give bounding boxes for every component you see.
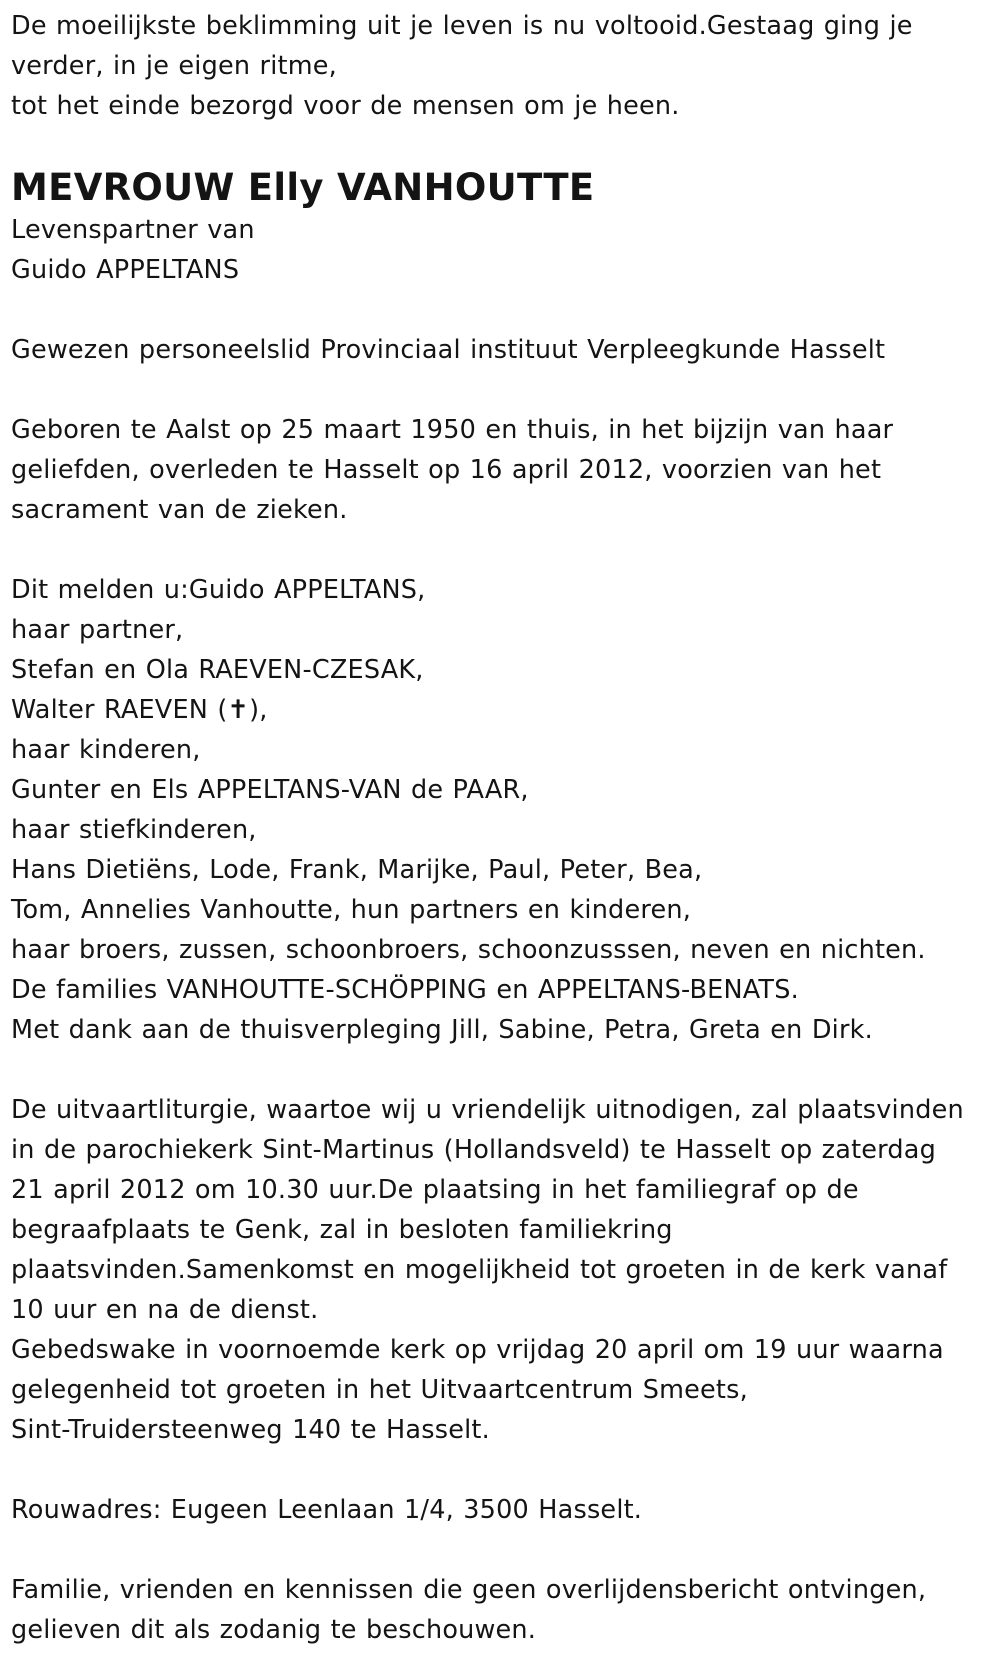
poem-section — [11, 6, 991, 126]
birth-death-section — [11, 410, 991, 530]
family-line: haar kinderen, — [11, 735, 201, 765]
family-line: haar partner, — [11, 615, 184, 645]
funeral-line: 10 uur en na de dienst. — [11, 1295, 319, 1325]
birth-death-line: sacrament van de zieken. — [11, 495, 348, 525]
funeral-line: Sint-Truidersteenweg 140 te Hasselt. — [11, 1415, 490, 1445]
funeral-line: plaatsvinden.Samenkomst en mogelijkheid tot groeten in de kerk vanaf — [11, 1255, 948, 1285]
family-line: Hans Dietiëns, Lode, Frank, Marijke, Paul, Peter, Bea, — [11, 855, 703, 885]
family-line-with-cross — [11, 690, 991, 730]
family-line: Tom, Annelies Vanhoutte, hun partners en kinderen, — [11, 895, 692, 925]
relation-line: Levenspartner van — [11, 215, 255, 245]
family-line: Stefan en Ola RAEVEN-CZESAK, — [11, 655, 424, 685]
family-line-prefix: Walter RAEVEN ( — [11, 695, 228, 725]
family-line: Met dank aan de thuisverpleging Jill, Sabine, Petra, Greta en Dirk. — [11, 1015, 873, 1045]
funeral-line: gelegenheid tot groeten in het Uitvaartcentrum Smeets, — [11, 1375, 748, 1405]
spacer — [11, 1450, 991, 1490]
poem-line: verder, in je eigen ritme, — [11, 51, 337, 81]
spacer — [11, 290, 991, 330]
funeral-line: 21 april 2012 om 10.30 uur.De plaatsing in het familiegraf op de — [11, 1175, 859, 1205]
family-line: De families VANHOUTTE-SCHÖPPING en APPELTANS-BENATS. — [11, 975, 799, 1005]
closing-section — [11, 1570, 991, 1650]
relation-section — [11, 210, 991, 290]
spacer — [11, 370, 991, 410]
poem-line: De moeilijkste beklimming uit je leven is nu voltooid.Gestaag ging je — [11, 11, 913, 41]
mourning-address: Rouwadres: Eugeen Leenlaan 1/4, 3500 Hasselt. — [11, 1495, 643, 1525]
spacer — [11, 1050, 991, 1090]
family-line: haar stiefkinderen, — [11, 815, 257, 845]
closing-line: Familie, vrienden en kennissen die geen overlijdensbericht ontvingen, — [11, 1575, 927, 1605]
family-line-suffix: ), — [249, 695, 268, 725]
deceased-name: MEVROUW Elly VANHOUTTE — [11, 166, 595, 209]
partner-name: Guido APPELTANS — [11, 255, 240, 285]
funeral-section — [11, 1090, 991, 1450]
funeral-line: in de parochiekerk Sint-Martinus (Hollandsveld) te Hasselt op zaterdag — [11, 1135, 936, 1165]
funeral-line: Gebedswake in voornoemde kerk op vrijdag 20 april om 19 uur waarna — [11, 1335, 944, 1365]
family-line: haar broers, zussen, schoonbroers, schoonzusssen, neven en nichten. — [11, 935, 926, 965]
spacer — [11, 530, 991, 570]
birth-death-line: Geboren te Aalst op 25 maart 1950 en thuis, in het bijzijn van haar — [11, 415, 894, 445]
birth-death-line: geliefden, overleden te Hasselt op 16 april 2012, voorzien van het — [11, 455, 882, 485]
family-line: Dit melden u:Guido APPELTANS, — [11, 575, 426, 605]
cross-icon: ✝ — [227, 695, 250, 725]
funeral-line: De uitvaartliturgie, waartoe wij u vriendelijk uitnodigen, zal plaatsvinden — [11, 1095, 964, 1125]
obituary-document — [11, 6, 991, 1650]
spacer — [11, 1530, 991, 1570]
family-line: Gunter en Els APPELTANS-VAN de PAAR, — [11, 775, 529, 805]
poem-line: tot het einde bezorgd voor de mensen om je heen. — [11, 91, 680, 121]
occupation-line: Gewezen personeelslid Provinciaal instituut Verpleegkunde Hasselt — [11, 335, 886, 365]
closing-line: gelieven dit als zodanig te beschouwen. — [11, 1615, 537, 1645]
funeral-line: begraafplaats te Genk, zal in besloten familiekring — [11, 1215, 673, 1245]
family-section — [11, 570, 991, 1050]
